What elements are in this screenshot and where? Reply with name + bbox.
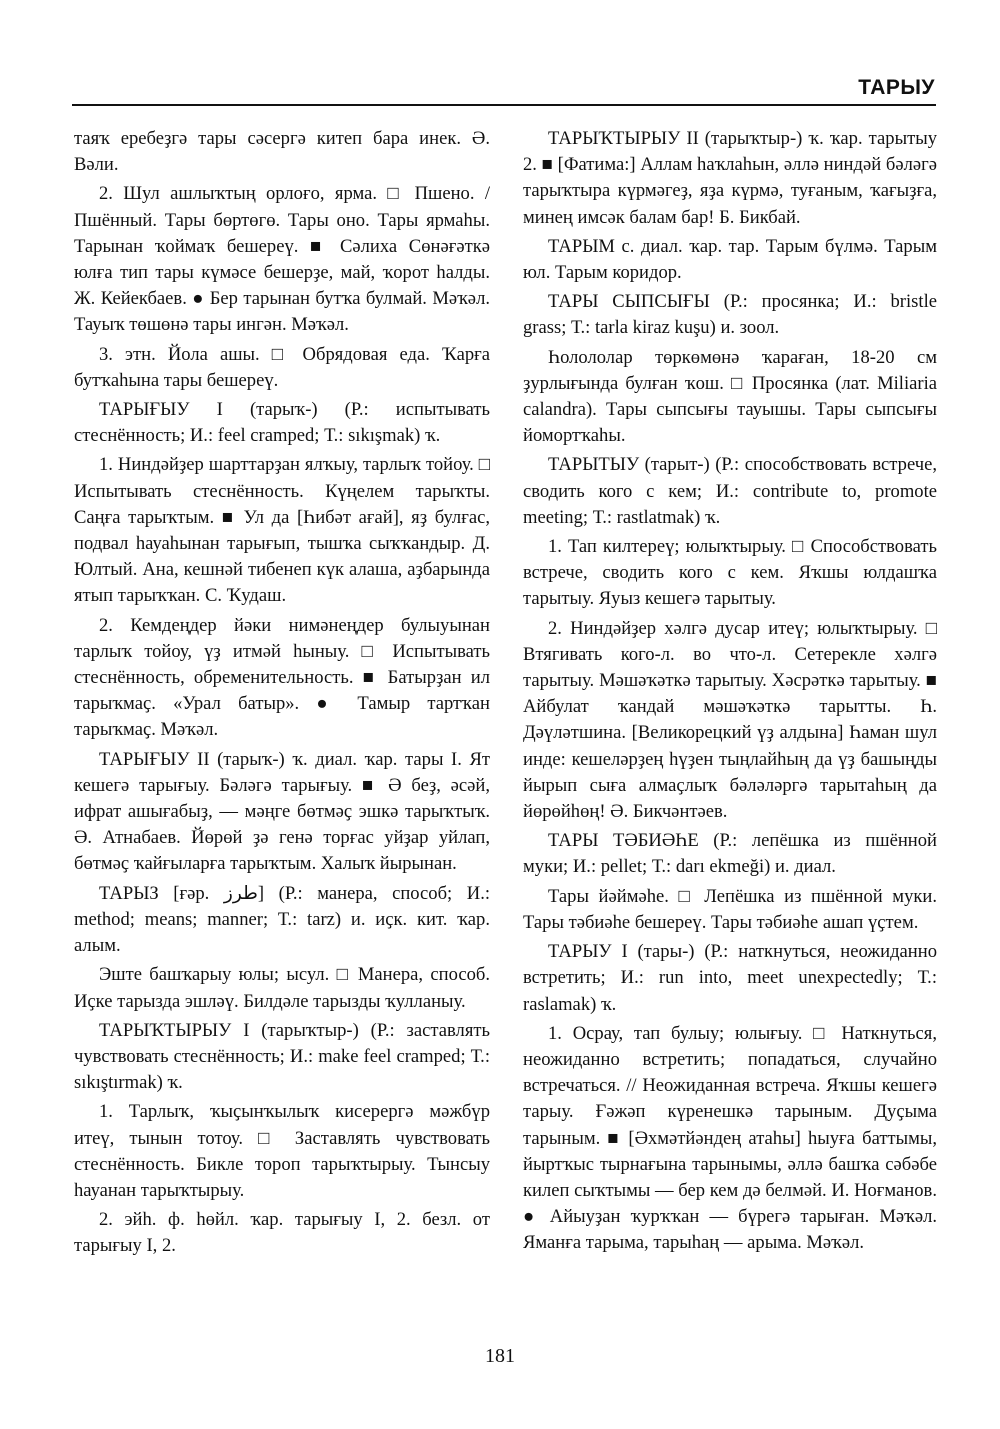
dictionary-entry: Эште башҡарыу юлы; ысул. □ Манера, способ. Иҫке тарызда эшләү. Билдәле тарызды ҡулланыу. bbox=[74, 964, 490, 1012]
dictionary-entry: ТАРЫТЫУ (тарыт-) (Р.: способствовать встрече, сводить кого с кем; И.: contribute to, promote meeting; Т.: rastlatmak) ҡ. bbox=[523, 454, 937, 528]
dictionary-entry: 2. эйһ. ф. һөйл. ҡар. тарығыу I, 2. безл. от тарығыу I, 2. bbox=[74, 1209, 490, 1257]
dictionary-entry: 3. этн. Йола ашы. □ Обрядовая еда. Ҡарға бутҡаһына тары бешереү. bbox=[74, 343, 490, 391]
left-column bbox=[74, 126, 490, 1263]
dictionary-entry: ТАРЫМ с. диал. ҡар. тар. Тарым бүлмә. Тарым юл. Тарым коридор. bbox=[523, 235, 937, 284]
dictionary-entry: ТАРЫЗ [ғәр. طرز] (Р.: манера, способ; И.: method; means; manner; Т.: tarz) и. иҫк. кит. ҡар. алым. bbox=[74, 882, 491, 957]
header-rule bbox=[72, 104, 936, 106]
dictionary-entry: Тары йәймәһе. □ Лепёшка из пшённой муки. Тары тәбиәһе бешереү. Тары тәбиәһе ашап үҫтем. bbox=[523, 885, 937, 933]
dictionary-entry: 1. Осрау, тап булыу; юлығыу. □ Наткнуться, неожиданно встретить; попадаться, случайно встречаться. // Неожиданная встреча. Яҡшы кешегә тарыу. Ғәжәп күренешкә тарыным. Дуҫыма тарыным. ■ [Әхмәтйәндең атаһы] һыуға баттымы, йыртҡыс тырнағына тарынымы, әллә башҡа сәбәбе килеп сыҡтымы — бер кем дә белмәй. И. Ноғманов. ● Айыуҙан ҡурҡҡан — бүрегә тарыған. Мәҡәл. Яманға тарыма, тарыһаң — арыма. Мәҡәл. bbox=[523, 1022, 937, 1254]
dictionary-entry: таяҡ еребеҙгә тары сәсергә китеп бара инек. Ә. Вәли. bbox=[74, 128, 490, 176]
dictionary-entry: ТАРЫ ТӘБИӘҺЕ (Р.: лепёшка из пшённой муки; И.: pellet; Т.: darı ekmeği) и. диал. bbox=[523, 830, 937, 878]
dictionary-entry: 1. Тарлыҡ, ҡыҫынҡылыҡ кисерергә мәжбүр итеү, тынын тотоу. □ Заставлять чувствовать стеснённость. Бикле тороп тарыҡтырыу. Тынсыу һауанан тарыҡтырыу. bbox=[74, 1101, 490, 1201]
page-header-title: ТАРЫУ bbox=[858, 76, 935, 99]
dictionary-entry: ТАРЫҠТЫРЫУ I (тарыҡтыр-) (Р.: заставлять чувствовать стеснённость; И.: make feel cramped; Т.: sıkıştırmak) ҡ. bbox=[74, 1019, 490, 1094]
page-number: 181 bbox=[485, 1345, 515, 1367]
dictionary-entry: ТАРЫУ I (тары-) (Р.: наткнуться, неожиданно встретить; И.: run into, meet unexpectedly; Т.: raslamak) ҡ. bbox=[523, 941, 937, 1015]
dictionary-entry: 1. Тап килтереү; юлыҡтырыу. □ Способствовать встрече, сводить кого с кем. Яҡшы юлдашҡа тарытыу. Яуыз кешегә тарытыу. bbox=[523, 536, 937, 610]
dictionary-entry: 2. Ниндәйҙер хәлгә дусар итеү; юлыҡтырыу. □ Втягивать кого-л. во что-л. Сетерекле хәлгә тарытыу. Мәшәҡәткә тарытыу. Хәсрәткә тарытыу. ■ Айбулат ҡандай мәшәҡәткә тарытты. Һ. Дәүләтшина. [Великорецкий үҙ алдына] Һаман шул инде: кешеләрҙең һүҙен тыңлайһың да үҙ башыңды йырып сыға алмаҫлыҡ бәләләргә тарытаһың да йөрөйһөң! Ә. Бикчәнтәев. bbox=[523, 617, 937, 823]
dictionary-entry: 1. Ниндәйҙер шарттарҙан ялҡыу, тарлыҡ тойоу. □ Испытывать стеснённость. Күңелем тарыҡты. Саңға тарыҡтым. ■ Ул да [Һибәт ағай], яҙ булғас, подвал һауаһынан тарығып, тышҡа сыҡҡандыр. Д. Юлтый. Ана, кешнәй тибенеп күк алаша, аҙбарында ятып тарыҡҡан. С. Ҡудаш. bbox=[74, 454, 490, 607]
dictionary-entry: ТАРЫҒЫУ II (тарыҡ-) ҡ. диал. ҡар. тары I. Ят кешегә тарығыу. Бәләгә тарығыу. ■ Ә беҙ, әсәй, ифрат ашығабыҙ, — мәңге бөтмәҫ эшкә тарыҡтыҡ. Ә. Атнабаев. Йөрөй ҙә генә торғас уйҙар уйлап, бөтмәҫ ҡайғыларға тарыҡтым. Халыҡ йырынан. bbox=[74, 748, 490, 875]
dictionary-entry: ТАРЫ СЫПСЫҒЫ (Р.: просянка; И.: bristle grass; Т.: tarla kiraz kuşu) и. зоол. bbox=[523, 291, 937, 339]
dictionary-entry: 2. Кемдеңдер йәки нимәнеңдер булыуынан тарлыҡ тойоу, үҙ итмәй һыныу. □ Испытывать стеснённость, обременительность. ■ Батырҙан ил тарыҡмаҫ. «Урал батыр». ● Тамыр тартҡан тарыҡмаҫ. Мәҡәл. bbox=[74, 614, 490, 741]
dictionary-entry: 2. Шул ашлыҡтың орлоғо, ярма. □ Пшено. / Пшённый. Тары бөртөгө. Тары оно. Тары ярмаһы. Тарынан ҡоймаҡ бешереү. ■ Сәлиха Сөнәғәткә юлға тип тары күмәсе бешерҙе, май, ҡорот һалды. Ж. Кейекбаев. ● Бер тарынан бутҡа булмай. Мәҡәл. Тауыҡ төшөнә тары ингән. Мәҡәл. bbox=[74, 183, 490, 336]
dictionary-entry: ТАРЫҒЫУ I (тарыҡ-) (Р.: испытывать стеснённость; И.: feel cramped; Т.: sıkışmak) ҡ. bbox=[74, 399, 490, 447]
dictionary-entry: Һолололар төркөмөнә ҡараған, 18-20 см ҙурлығында булған ҡош. □ Просянка (лат. Miliaria calandra). Тары сыпсығы тауышы. Тары сыпсығы йомортҡаһы. bbox=[523, 346, 937, 447]
right-column bbox=[523, 126, 937, 1260]
dictionary-entry: ТАРЫҠТЫРЫУ II (тарыҡтыр-) ҡ. ҡар. тарытыу 2. ■ [Фатима:] Аллам һаҡлаһын, әллә ниндәй бәләгә тарыҡтыра күрмәгеҙ, яҙа күрмә, туғаным, ҡағыҙға, минең имсәк балам бар! Б. Бикбай. bbox=[523, 128, 937, 228]
